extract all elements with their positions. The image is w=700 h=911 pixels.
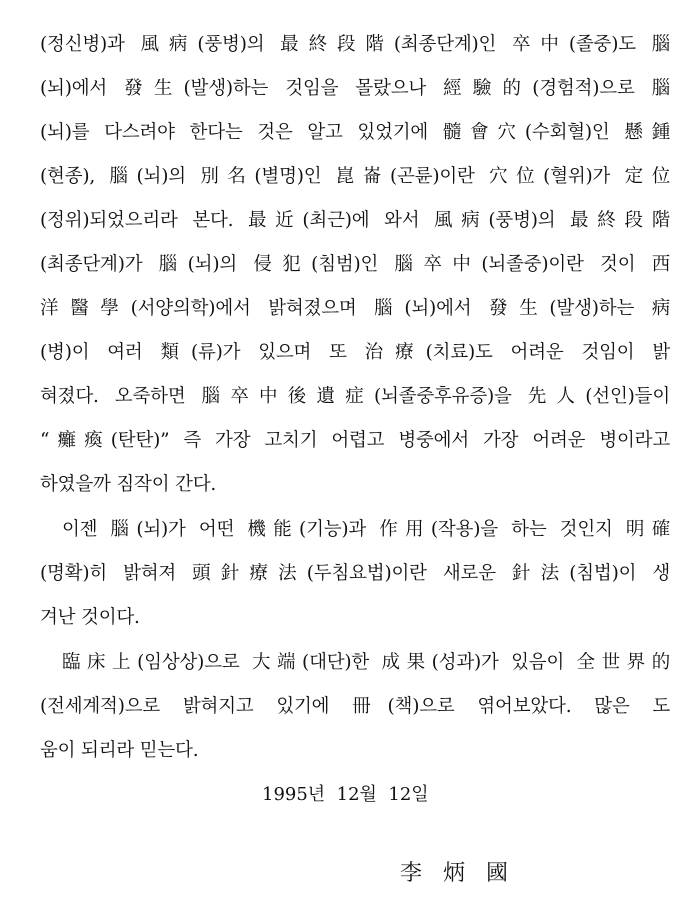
text-line: 이젠 腦(뇌)가 어떤 機能(기능)과 作用(작용)을 하는 것인지 明確	[62, 519, 670, 540]
text-line: (정신병)과 風病(풍병)의 最終段階(최종단계)인 卒中(졸중)도 腦	[40, 34, 670, 55]
text-line: 겨난 것이다.	[40, 607, 140, 628]
text-line: (뇌)에서 發生(발생)하는 것임을 몰랐으나 經驗的(경험적)으로 腦	[40, 78, 670, 99]
text-line: (병)이 여러 類(류)가 있으며 또 治療(치료)도 어려운 것임이 밝	[40, 342, 670, 363]
author-name: 李 炳 國	[400, 861, 508, 886]
text-line: 洋醫學(서양의학)에서 밝혀졌으며 腦(뇌)에서 發生(발생)하는 病	[40, 298, 670, 319]
text-line: 혀졌다. 오죽하면 腦卒中後遺症(뇌졸중후유증)을 先人(선인)들이	[40, 386, 670, 407]
text-line: (정위)되었으리라 본다. 最近(최근)에 와서 風病(풍병)의 最終段階	[40, 210, 670, 231]
text-line: (전세계적)으로 밝혀지고 있기에 冊(책)으로 엮어보았다. 많은 도	[40, 696, 670, 717]
text-line: 臨床上(임상상)으로 大端(대단)한 成果(성과)가 있음이 全世界的	[62, 652, 670, 673]
text-line: 움이 되리라 믿는다.	[40, 740, 199, 761]
text-line: (명확)히 밝혀져 頭針療法(두침요법)이란 새로운 針法(침법)이 생	[40, 563, 670, 584]
text-line: (현종), 腦(뇌)의 別名(별명)인 崑崙(곤륜)이란 穴位(혈위)가 定位	[40, 166, 670, 187]
text-line: (최종단계)가 腦(뇌)의 侵犯(침범)인 腦卒中(뇌졸중)이란 것이 西	[40, 254, 670, 275]
text-line: “癱瘓(탄탄)” 즉 가장 고치기 어렵고 병중에서 가장 어려운 병이라고	[40, 430, 670, 451]
text-line: (뇌)를 다스려야 한다는 것은 알고 있었기에 髓會穴(수회혈)인 懸鍾	[40, 122, 670, 143]
preface-date: 1995년 12월 12일	[262, 784, 429, 805]
text-line: 하였을까 짐작이 간다.	[40, 474, 217, 495]
